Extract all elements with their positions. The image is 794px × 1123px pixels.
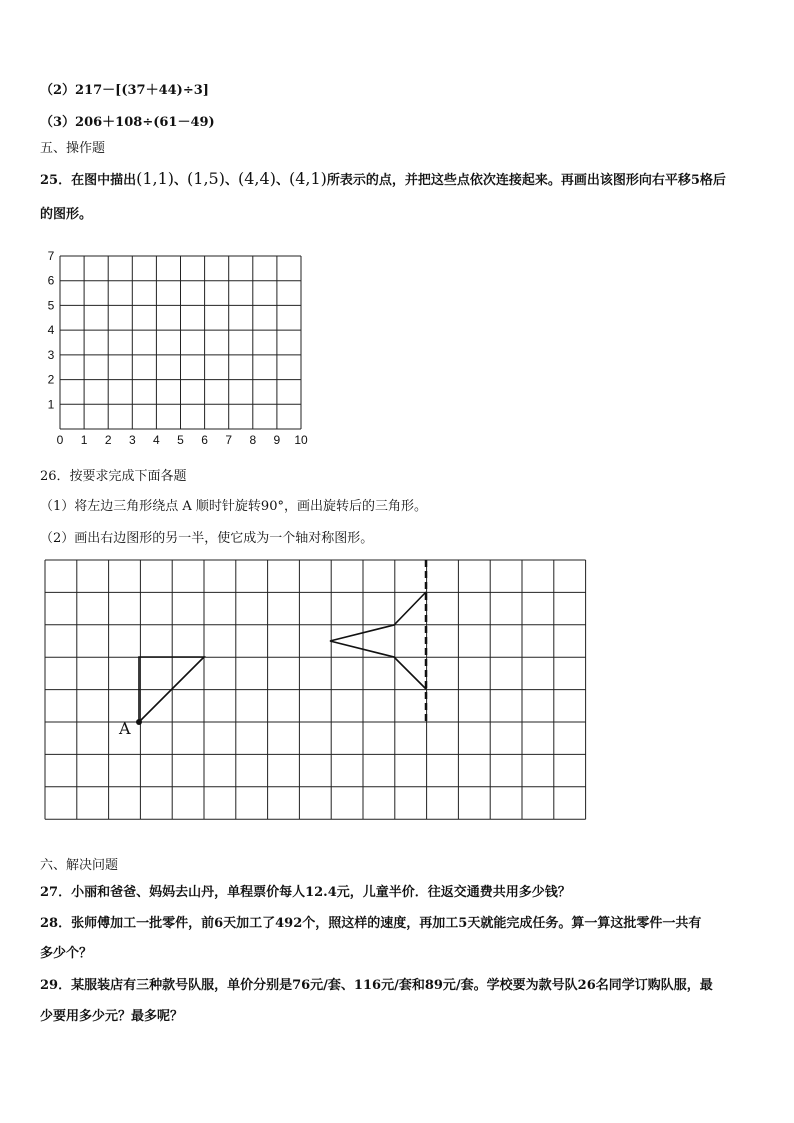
section-5-title: 五、操作题 xyxy=(40,141,106,156)
q25-sep-3: 、 xyxy=(275,173,289,188)
calc-item-3: （3）206＋108÷(61－49) xyxy=(40,115,215,130)
q25-y-tick-label: 3 xyxy=(47,347,55,362)
q26-sub1: （1）将左边三角形绕点 A 顺时针旋转90°，画出旋转后的三角形。 xyxy=(40,499,427,514)
q25-x-tick-label: 1 xyxy=(80,433,88,447)
q25-x-tick-label: 3 xyxy=(128,433,136,447)
q25-x-tick-label: 4 xyxy=(153,433,160,447)
q25-suffix: 所表示的点，并把这些点依次连接起来。再画出该图形向右平移5格后 xyxy=(326,173,726,188)
q28-line1: 28．张师傅加工一批零件，前6天加工了492个，照这样的速度，再加工5天就能完成任务。算一算这批零件一共有 xyxy=(40,916,702,931)
q25-prefix: 25．在图中描出 xyxy=(40,173,137,188)
q25-point-2: (1,5) xyxy=(187,169,225,188)
q26-title: 26．按要求完成下面各题 xyxy=(40,469,187,484)
q25-y-tick-label: 4 xyxy=(47,323,55,338)
q25-y-tick-label: 5 xyxy=(47,298,55,313)
q25-y-tick-label: 7 xyxy=(47,249,55,263)
q28-line2: 多少个？ xyxy=(40,946,93,961)
section-6-title: 六、解决问题 xyxy=(40,858,119,873)
q25-x-tick-label: 10 xyxy=(294,433,308,447)
q25-x-tick-label: 6 xyxy=(201,433,208,447)
q26-grid-lines xyxy=(45,560,586,819)
point-a-label: A xyxy=(119,719,131,738)
q25-sep-1: 、 xyxy=(174,173,188,188)
q25-point-3: (4,4) xyxy=(238,169,276,188)
q25-y-tick-label: 2 xyxy=(47,372,55,387)
q26-sub2: （2）画出右边图形的另一半，使它成为一个轴对称图形。 xyxy=(40,531,374,546)
calc-item-2: （2）217－[(37＋44)÷3] xyxy=(40,83,209,98)
q25-x-tick-label: 9 xyxy=(273,433,281,447)
q25-point-1: (1,1) xyxy=(136,169,175,188)
q29-line1: 29．某服装店有三种款号队服，单价分别是76元/套、116元/套和89元/套。学校要为款号队26名同学订购队服，最 xyxy=(40,978,713,993)
q25-sep-2: 、 xyxy=(224,173,238,188)
q29-line2: 少要用多少元？最多呢？ xyxy=(40,1009,184,1024)
q25-x-tick-label: 7 xyxy=(225,433,233,447)
q25-x-tick-label: 2 xyxy=(104,433,112,447)
q27-text: 27．小丽和爸爸、妈妈去山丹，单程票价每人12.4元，儿童半价．往返交通费共用多少钱？ xyxy=(40,885,571,900)
half-figure xyxy=(330,592,426,689)
q25-x-tick-label: 5 xyxy=(177,433,184,447)
q25-point-4: (4,1) xyxy=(288,169,327,188)
q25-line2: 的图形。 xyxy=(40,207,93,222)
q25-x-tick-label: 8 xyxy=(249,433,257,447)
q25-y-tick-label: 1 xyxy=(47,397,55,412)
q25-x-tick-label: 0 xyxy=(56,433,64,447)
q25-y-tick-label: 6 xyxy=(47,273,55,288)
point-a-marker xyxy=(136,719,142,725)
